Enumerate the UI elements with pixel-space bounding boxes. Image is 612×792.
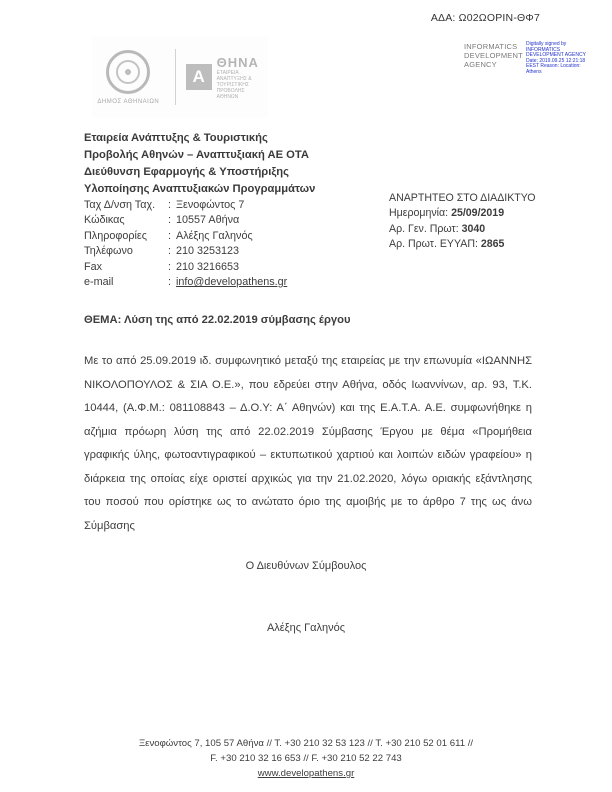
- org-line: Διεύθυνση Εφαρμογής & Υποστήριξης: [84, 166, 289, 178]
- contact-value: Αλέξης Γαληνός: [176, 229, 253, 242]
- eyyap-protocol-value: 2865: [480, 238, 505, 251]
- contact-value: Ξενοφώντος 7: [176, 199, 245, 211]
- contact-label: Ταχ Δ/νση Ταχ.: [84, 199, 156, 211]
- eata-letter-a: Α: [186, 64, 212, 90]
- contact-row-fax: [84, 260, 287, 275]
- colon: :: [168, 229, 171, 242]
- contact-row-address: [84, 198, 287, 213]
- gen-protocol-value: 3040: [461, 222, 486, 235]
- footer: [0, 736, 612, 781]
- contact-label: Πληροφορίες: [84, 229, 147, 242]
- eyyap-protocol-row: [389, 237, 535, 252]
- website-link[interactable]: www.developathens.gr: [257, 768, 355, 779]
- emblem-inner-circle: [116, 60, 140, 84]
- gen-protocol-label: Αρ. Γεν. Πρωτ:: [389, 222, 462, 235]
- org-line: Εταιρεία Ανάπτυξης & Τουριστικής: [84, 132, 268, 144]
- contact-value: 210 3216653: [176, 260, 240, 273]
- org-line: Υλοποίησης Αναπτυξιακών Προγραμμάτων: [84, 183, 316, 195]
- signature-title: Ο Διευθύνων Σύμβουλος: [245, 560, 367, 572]
- subject-line: ΘΕΜΑ: Λύση της από 22.02.2019 σύμβασης έργου: [84, 314, 351, 326]
- signature-name: Αλέξης Γαληνός: [266, 622, 346, 634]
- contact-info: [84, 198, 287, 290]
- contact-value: 10557 Αθήνα: [176, 214, 240, 227]
- org-line: Προβολής Αθηνών – Αναπτυξιακή ΑΕ ΟΤΑ: [84, 149, 309, 161]
- footer-line-2: F. +30 210 32 16 653 // F. +30 210 52 22 743: [210, 753, 402, 764]
- emblem-circle-icon: [106, 50, 150, 94]
- organization-logo: [92, 36, 268, 118]
- gen-protocol-row: [389, 222, 535, 237]
- ida-agency-name: INFORMATICS DEVELOPMENT AGENCY: [464, 42, 523, 69]
- eata-logo: [186, 55, 268, 100]
- contact-label: e-mail: [84, 276, 114, 289]
- municipality-name: ΔΗΜΟΣ ΑΘΗΝΑΙΩΝ: [97, 98, 160, 105]
- ada-code: ΑΔΑ: Ω02ΩΟΡΙΝ-ΘΦ7: [430, 12, 540, 24]
- contact-label: Fax: [84, 260, 102, 273]
- contact-row-email: [84, 275, 287, 290]
- date-row: [389, 206, 535, 221]
- municipality-emblem: [92, 50, 165, 105]
- colon: :: [168, 260, 171, 273]
- body-paragraph: Με το από 25.09.2019 ιδ. συμφωνητικό μεταξύ της εταιρείας με την επωνυμία «ΙΩΑΝΝΗΣ ΝΙΚΟΛΟΠΟΥΛΟΣ & ΣΙΑ Ο.Ε.», που εδρεύει στην Αθήνα, οδός Ιωαννίνων, αρ. 93, Τ.Κ. 10444, (Α.Φ.Μ.: 081108843 – Δ.Ο.Υ: Α΄ Αθηνών) και της Ε.Α.Τ.Α. Α.Ε. συμφωνήθηκε η αζήμια πρόωρη λύση της από 22.02.2019 Σύμβασης Έργου με θέμα «Προμήθεια γραφικής ύλης, φωτοαντιγραφικού – εκτυπωτικού χαρτιού και λοιπών ειδών γραφείου» η διάρκεια της οποίας είχε οριστεί αρχικώς για την 21.02.2020, λόγω οριακής εξάντλησης του ποσού που ορίστηκε ως το ανώτατο όριο της αμοιβής με το άρθρο 7 της ως άνω Σύμβασης: [84, 355, 532, 532]
- colon: :: [168, 245, 171, 258]
- anartiteo-label: ΑΝΑΡΤΗΤΕΟ ΣΤΟ ΔΙΑΔΙΚΤΥΟ: [389, 192, 536, 204]
- date-value: 25/09/2019: [451, 207, 505, 220]
- organization-header: [84, 130, 315, 198]
- colon: :: [168, 276, 171, 289]
- contact-row-postcode: [84, 213, 287, 228]
- protocol-meta-block: [389, 191, 535, 253]
- email-link[interactable]: info@developathens.gr: [176, 276, 288, 289]
- emblem-dot: [125, 69, 131, 75]
- colon: :: [168, 199, 171, 211]
- logo-divider: [175, 49, 176, 105]
- eata-caption: ΕΤΑΙΡΕΙΑ ΑΝΑΠΤΥΞΗΣ & ΤΟΥΡΙΣΤΙΚΗΣ ΠΡΟΒΟΛΗΣ ΑΘΗΝΩΝ: [216, 69, 252, 100]
- contact-value: 210 3253123: [176, 245, 240, 258]
- eyyap-protocol-label: Αρ. Πρωτ. ΕΥΥΑΠ:: [389, 238, 481, 251]
- eata-thina-text: ΘΗΝΑ: [216, 54, 259, 70]
- footer-line-1: Ξενοφώντος 7, 105 57 Αθήνα // Τ. +30 210 32 53 123 // Τ. +30 210 52 01 611 //: [138, 738, 474, 749]
- date-label: Ημερομηνία:: [389, 207, 452, 220]
- contact-row-information: [84, 229, 287, 244]
- contact-label: Τηλέφωνο: [84, 245, 133, 258]
- contact-row-phone: [84, 244, 287, 259]
- ida-signature-text: Digitally signed by INFORMATICS DEVELOPMENT AGENCY Date: 2019.09.25 12:21:18 EEST Reason: Location: Athens: [526, 41, 586, 75]
- contact-label: Κώδικας: [84, 214, 125, 227]
- digital-signature-stamp: [464, 42, 596, 75]
- colon: :: [168, 214, 171, 227]
